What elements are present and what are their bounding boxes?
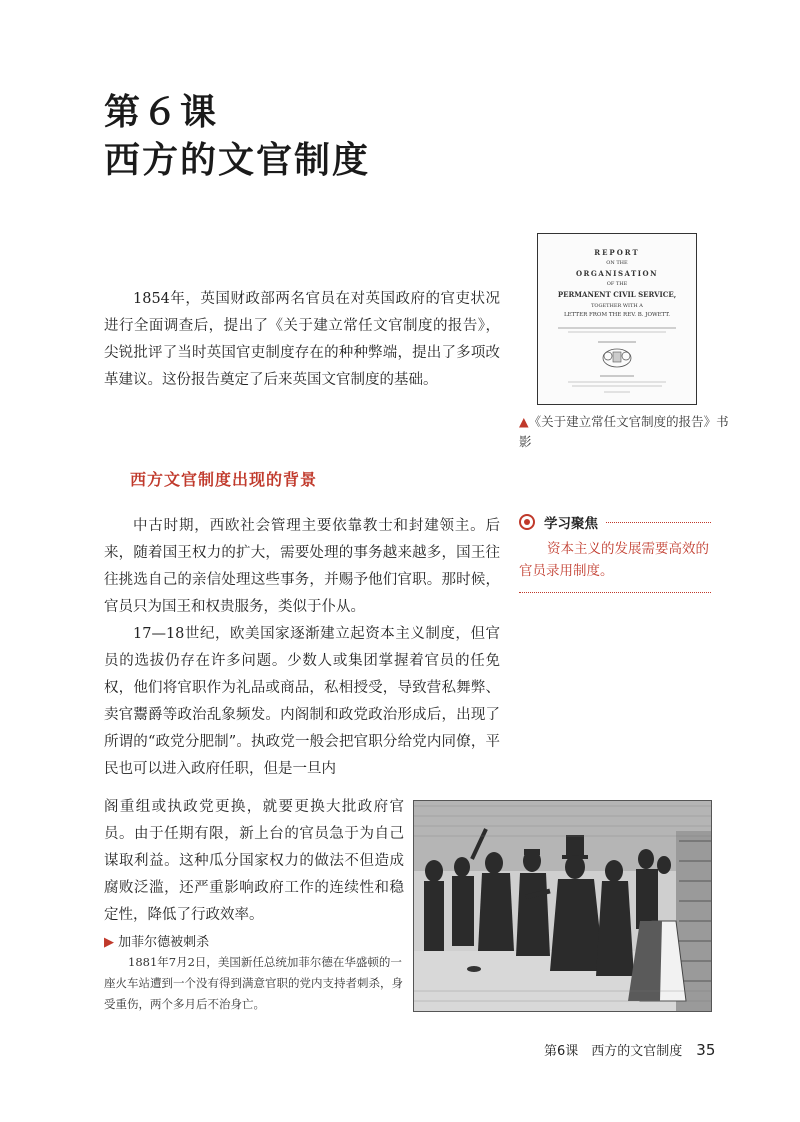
learning-focus-text: 资本主义的发展需要高效的官员录用制度。 [519, 538, 711, 593]
report-cover-image [537, 233, 697, 405]
lesson-title: 西方的文官制度 [104, 140, 371, 181]
figure1-caption-text: 《关于建立常任文官制度的报告》书影 [519, 414, 729, 449]
target-icon [519, 514, 535, 530]
section-heading: 西方文官制度出现的背景 [130, 470, 318, 489]
body-paragraph-1: 中古时期，西欧社会管理主要依靠教士和封建领主。后来，随着国王权力的扩大，需要处理的事务越来越多，国王往往挑选自己的亲信处理这些事务，并赐予他们官职。那时候，官员只为国王和权贵服务，类似于仆从。 [104, 518, 500, 615]
learning-focus-title: 学习聚焦 [544, 516, 598, 532]
report-line: OF THE [606, 281, 628, 287]
report-line: TOGETHER WITH A [591, 303, 643, 309]
report-line: PERMANENT CIVIL SERVICE, [557, 290, 677, 299]
figure2-caption-label: 加菲尔德被刺杀 [118, 935, 210, 950]
garfield-assassination-image [413, 800, 712, 1012]
intro-paragraph: 1854年，英国财政部两名官员在对英国政府的官吏状况进行全面调查后，提出了《关于建立常任文官制度的报告》，尖锐批评了当时英国官吏制度存在的种种弊端，提出了多项改革建议。这份报告奠定了后来英国文官制度的基础。 [104, 291, 500, 388]
page-footer [544, 1040, 715, 1059]
lesson-number: 第６课 [104, 92, 219, 133]
report-line: ON THE [606, 260, 628, 266]
dotted-divider [606, 522, 711, 523]
footer-lesson-label: 第6课 西方的文官制度 [544, 1044, 683, 1059]
page-number: 35 [696, 1041, 716, 1059]
figure2-caption-text: 1881年7月2日，美国新任总统加菲尔德在华盛顿的一座火车站遭到一个没有得到满意官职的党内支持者刺杀，身受重伤，两个多月后不治身亡。 [104, 955, 403, 1011]
engraving-illustration [414, 801, 711, 1011]
report-line: ORGANISATION [575, 269, 659, 278]
body-paragraph-2: 17—18世纪，欧美国家逐渐建立起资本主义制度，但官员的选拔仍存在许多问题。少数人或集团掌握着官员的任免权，他们将官职作为礼品或商品，私相授受，导致营私舞弊、卖官鬻爵等政治乱象频发。内阁制和政党政治形成后，出现了所谓的“政党分肥制”。执政党一般会把官职分给党内同僚，平民也可以进入政府任职，但是一旦内 [104, 626, 500, 777]
body-paragraph-2-continued: 阁重组或执政党更换，就要更换大批政府官员。由于任期有限，新上台的官员急于为自己谋取利益。这种瓜分国家权力的做法不但造成腐败泛滥，还严重影响政府工作的连续性和稳定性，降低了行政效率。 [104, 799, 404, 923]
learning-focus-header [519, 512, 711, 532]
learning-focus-box [519, 512, 711, 593]
report-line: LETTER FROM THE REV. B. JOWETT. [563, 312, 671, 318]
figure2-caption-title [104, 931, 209, 950]
report-cover-decoration [538, 320, 696, 410]
figure1-caption [519, 412, 729, 452]
report-line: REPORT [594, 248, 640, 257]
triangle-marker-icon: ▲ [519, 414, 529, 429]
arrow-marker-icon: ▶ [104, 935, 114, 950]
